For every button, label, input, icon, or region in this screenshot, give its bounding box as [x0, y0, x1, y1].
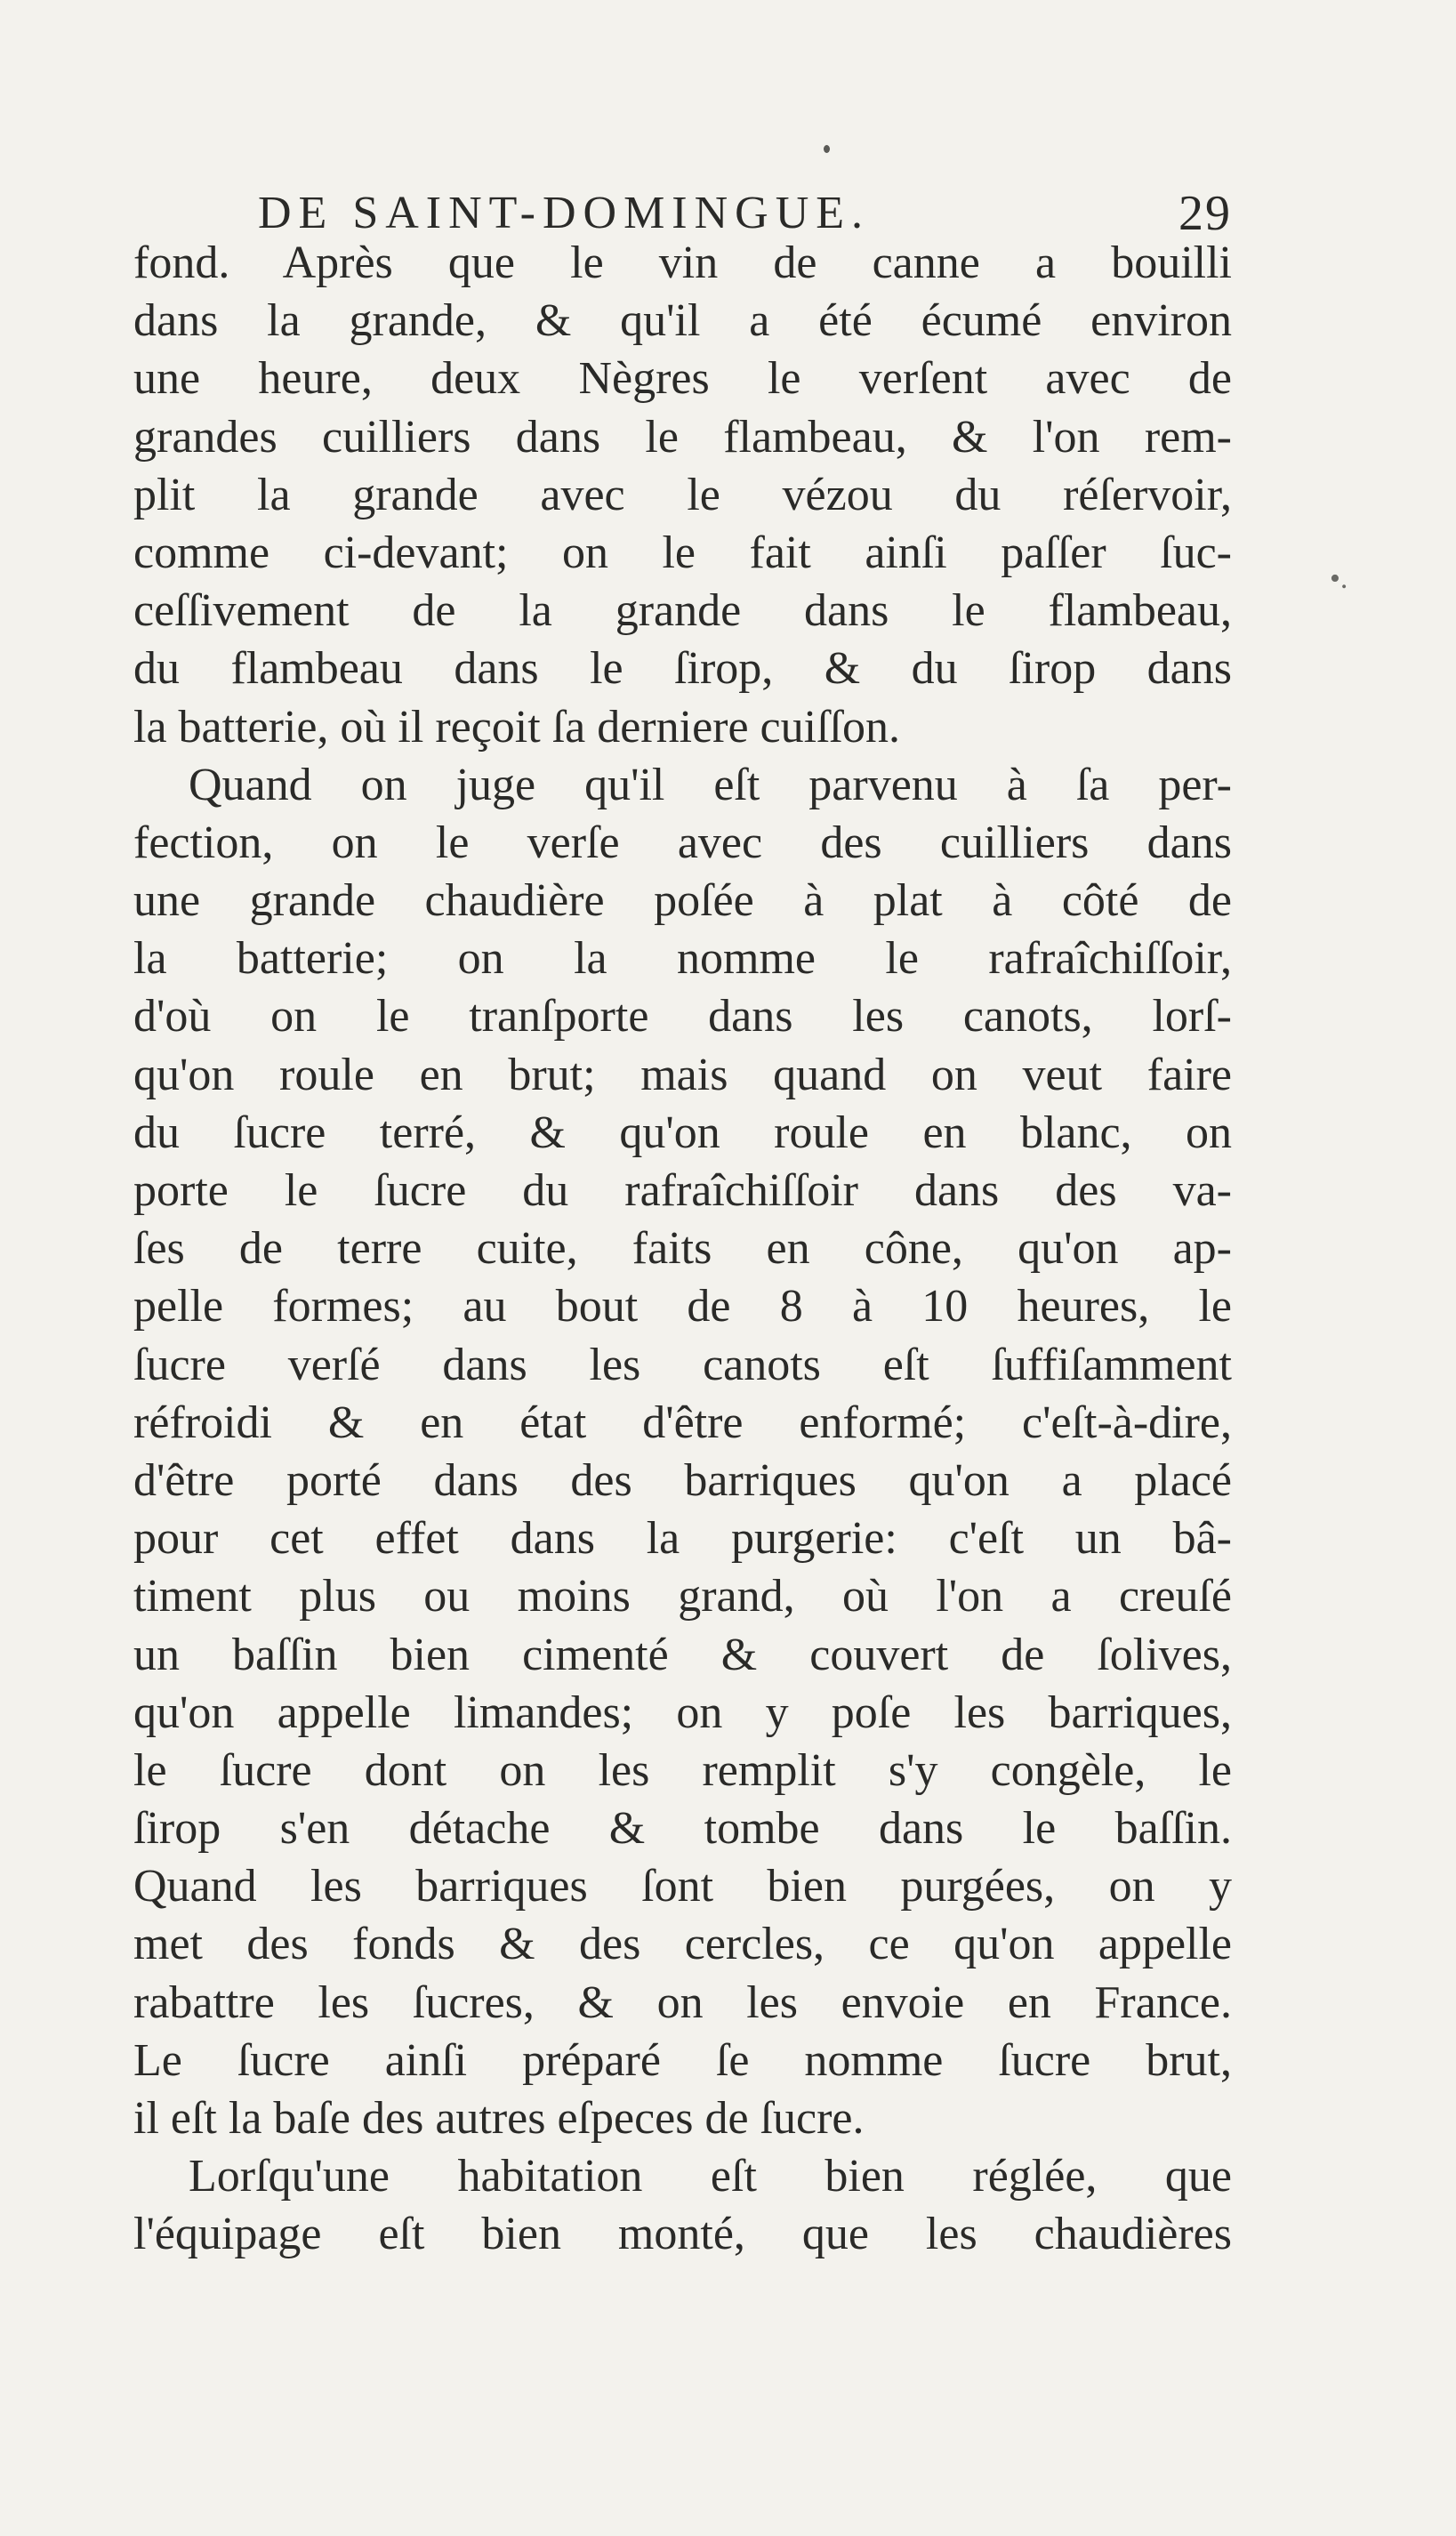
- text-line: du flambeau dans le ſirop, & du ſirop dans: [133, 643, 1232, 695]
- text-line: ſes de terre cuite, faits en cône, qu'on ap-: [133, 1223, 1232, 1275]
- text-line: l'équipage eſt bien monté, que les chaudières: [133, 2209, 1232, 2260]
- text-line: ſirop s'en détache & tombe dans le baſſin.: [133, 1803, 1232, 1855]
- text-line: une grande chaudière poſée à plat à côté de: [133, 875, 1232, 927]
- text-line: qu'on appelle limandes; on y poſe les barriques,: [133, 1687, 1232, 1738]
- text-line: rabattre les ſucres, & on les envoie en France.: [133, 1976, 1232, 2028]
- margin-mark: •.: [1330, 562, 1348, 595]
- text-line: pelle formes; au bout de 8 à 10 heures, le: [133, 1281, 1232, 1332]
- text-line: comme ci-devant; on le fait ainſi paſſer ſuc-: [133, 527, 1232, 578]
- text-line: dans la grande, & qu'il a été écumé environ: [133, 295, 1232, 347]
- text-line: fection, on le verſe avec des cuilliers dans: [133, 817, 1232, 868]
- text-line: Quand on juge qu'il eſt parvenu à ſa per-: [189, 759, 1232, 810]
- text-line: fond. Après que le vin de canne a bouilli: [133, 237, 1232, 288]
- text-line: la batterie; on la nomme le rafraîchiſſoir,: [133, 933, 1232, 985]
- running-title: DE SAINT-DOMINGUE.: [258, 188, 871, 238]
- text-line: le ſucre dont on les remplit s'y congèle, le: [133, 1744, 1232, 1796]
- text-line: un baſſin bien cimenté & couvert de ſolives,: [133, 1629, 1232, 1680]
- text-line: du ſucre terré, & qu'on roule en blanc, on: [133, 1107, 1232, 1158]
- text-line: il eſt la baſe des autres eſpeces de ſucre.: [133, 2093, 865, 2144]
- text-line: la batterie, où il reçoit ſa derniere cuiſſon.: [133, 701, 900, 753]
- body-text: [133, 234, 1232, 2264]
- text-line: d'être porté dans des barriques qu'on a placé: [133, 1454, 1232, 1506]
- text-line: réfroidi & en état d'être enformé; c'eſt-à-dire,: [133, 1397, 1232, 1448]
- text-line: plit la grande avec le vézou du réſervoir,: [133, 469, 1232, 520]
- text-line: qu'on roule en brut; mais quand on veut faire: [133, 1049, 1232, 1100]
- text-line: pour cet effet dans la purgerie: c'eſt un bâ-: [133, 1513, 1232, 1565]
- text-line: porte le ſucre du rafraîchiſſoir dans des va-: [133, 1165, 1232, 1216]
- text-line: ſucre verſé dans les canots eſt ſuffiſamment: [133, 1339, 1232, 1390]
- text-line: ceſſivement de la grande dans le flambeau,: [133, 585, 1232, 637]
- text-line: Le ſucre ainſi préparé ſe nomme ſucre brut,: [133, 2034, 1232, 2086]
- text-line: Lorſqu'une habitation eſt bien réglée, que: [189, 2151, 1232, 2202]
- text-line: timent plus ou moins grand, où l'on a creuſé: [133, 1571, 1232, 1622]
- text-line: d'où on le tranſporte dans les canots, lorſ-: [133, 991, 1232, 1043]
- text-line: met des fonds & des cercles, ce qu'on appelle: [133, 1919, 1232, 1970]
- ink-speck: [824, 145, 830, 153]
- text-line: Quand les barriques ſont bien purgées, on y: [133, 1861, 1232, 1912]
- page-number: 29: [1178, 186, 1232, 241]
- text-line: une heure, deux Nègres le verſent avec de: [133, 353, 1232, 405]
- text-line: grandes cuilliers dans le flambeau, & l'on rem-: [133, 411, 1232, 463]
